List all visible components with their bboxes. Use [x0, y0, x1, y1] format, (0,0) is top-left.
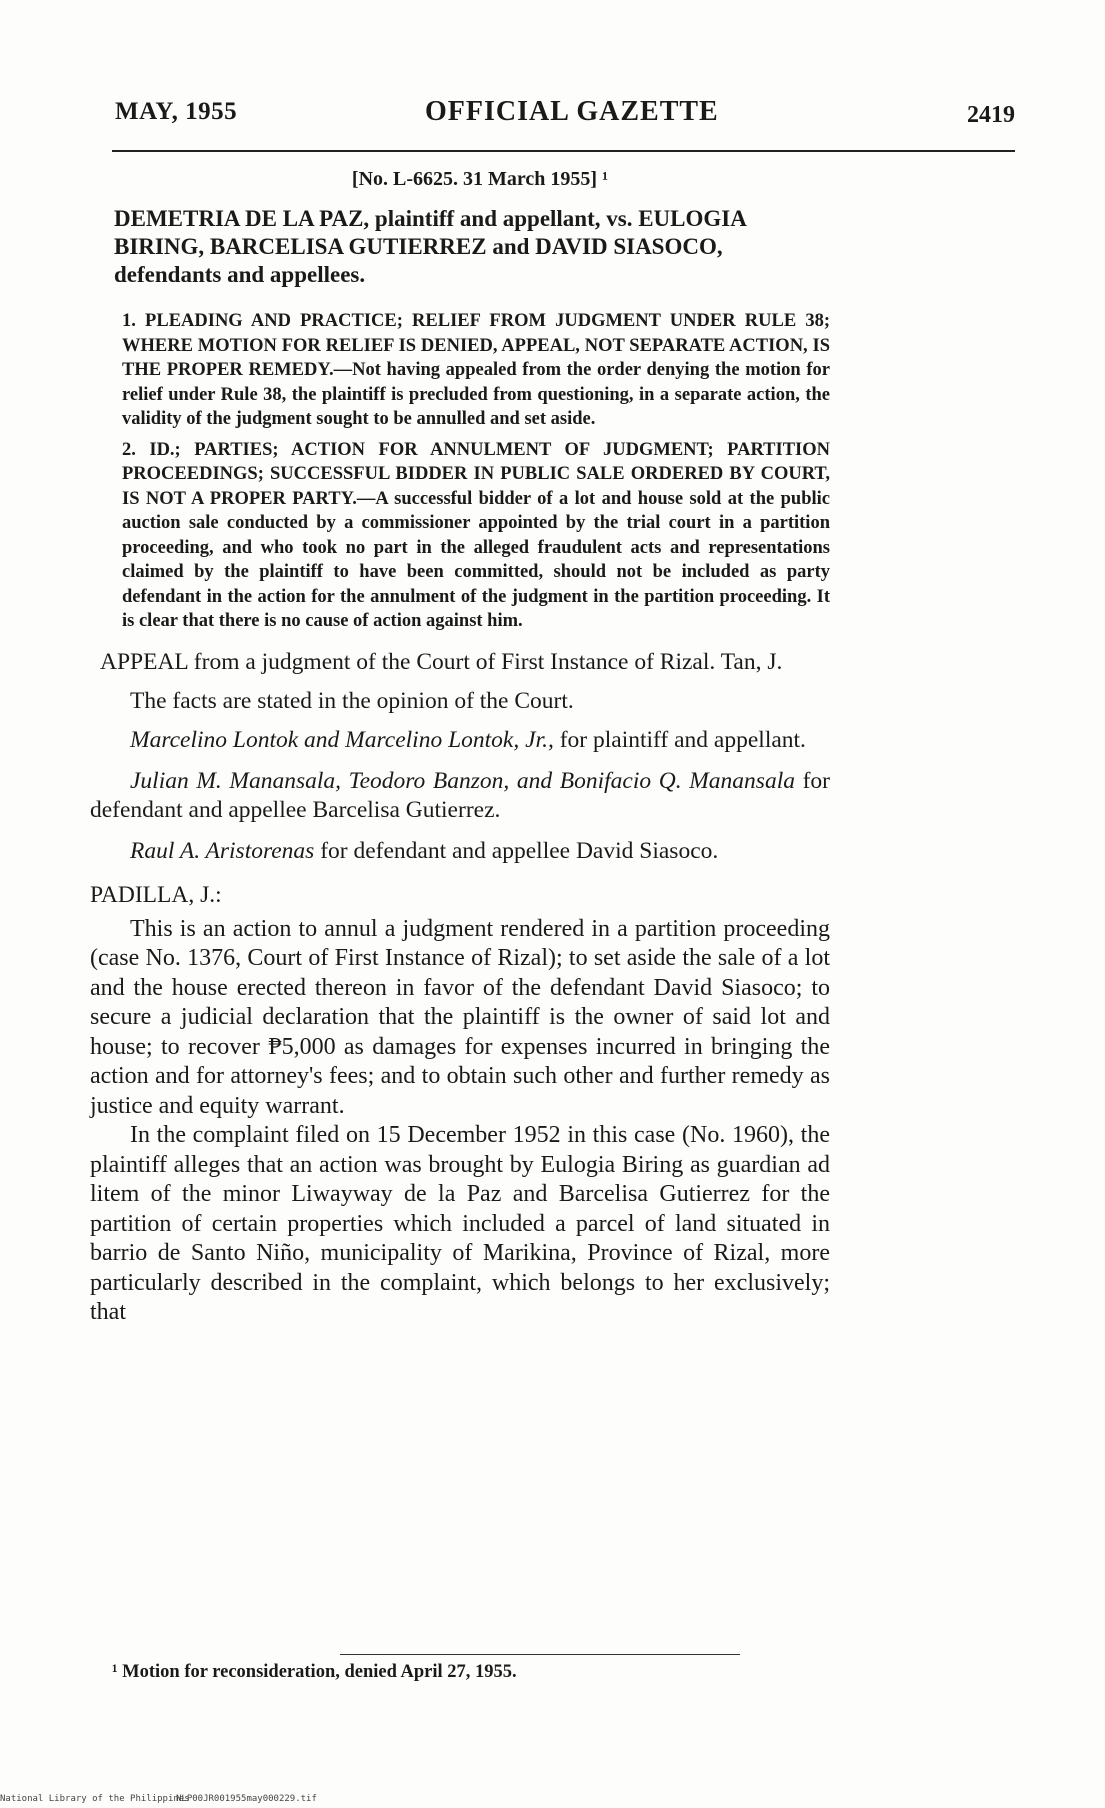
judge-name: PADILLA, J.: [90, 881, 222, 908]
case-parties: DEMETRIA DE LA PAZ, plaintiff and appellant, vs. EULOGIA BIRING, BARCELISA GUTIERREZ and DAVID SIASOCO, defendants and appellees. [114, 206, 746, 287]
counsel-role: for plaintiff and appellant. [553, 726, 806, 753]
facts-line: The facts are stated in the opinion of the Court. [130, 687, 574, 714]
counsel-names: Marcelino Lontok and Marcelino Lontok, Jr., [130, 726, 554, 753]
syllabus-heading: 2. ID.; PARTIES; ACTION FOR ANNULMENT OF JUDGMENT; PARTITION PROCEEDINGS; SUCCESSFUL BIDDER IN PUBLIC SALE ORDERED BY COURT, IS NOT A PROPER PARTY. [122, 439, 830, 509]
page-header [115, 98, 1015, 138]
opinion-paragraph: In the complaint filed on 15 December 1952 in this case (No. 1960), the plaintiff alleges that an action was brought by Eulogia Biring as guardian ad litem of the minor Liwayway de la Paz and Barcelisa Gutierrez for the partition of certain properties which included a parcel of land situated in barrio de Santo Niño, municipality of Marikina, Province of Rizal, more particularly described in the complaint, which belongs to her exclusively; that [90, 1122, 830, 1325]
counsel-names: Raul A. Aristorenas [130, 837, 315, 864]
scan-footer-file: NLP00JR001955may000229.tif [176, 1794, 317, 1804]
ponente [90, 882, 830, 909]
header-rule [112, 150, 1015, 152]
header-date: MAY, 1955 [115, 98, 238, 125]
syllabus-heading: 1. PLEADING AND PRACTICE; RELIEF FROM JUDGMENT UNDER RULE 38; WHERE MOTION FOR RELIEF IS DENIED, APPEAL, NOT SEPARATE ACTION, IS THE PROPER REMEDY. [122, 311, 830, 380]
document-body [90, 168, 830, 1328]
counsel-entry [90, 837, 830, 866]
header-publication: OFFICIAL GAZETTE [425, 96, 719, 127]
footnote-rule [340, 1654, 740, 1655]
counsel-role: for defendant and appellee Barcelisa Gutierrez. [90, 767, 830, 823]
header-page-number: 2419 [967, 102, 1015, 128]
opinion-paragraph: This is an action to annul a judgment rendered in a partition proceeding (case No. 1376, Court of First Instance of Rizal); to set aside the sale of a lot and the house erected thereon in favor of the defendant David Siasoco; to secure a judicial declaration that the plaintiff is the owner of said lot and house; to recover ₱5,000 as damages for expenses incurred in bringing the action and for attorney's fees; and to obtain such other and further remedy as justice and equity warrant. [90, 915, 830, 1119]
counsel-role: for defendant and appellee David Siasoco. [314, 837, 719, 864]
syllabus-text: —Not having appealed from the order denying the motion for relief under Rule 38, the plaintiff is precluded from questioning, in a separate action, the validity of the judgment sought to be annulled and set aside. [122, 360, 830, 429]
syllabus-item [122, 438, 830, 634]
footnote: ¹ Motion for reconsideration, denied April 27, 1955. [112, 1662, 517, 1682]
syllabus-item [122, 309, 830, 432]
syllabus-text: —A successful bidder of a lot and house sold at the public auction sale conducted by a commissioner appointed by the trial court in a partition proceeding, and who took no part in the alleged fraudulent acts and representations claimed by the plaintiff to have been committed, should not be included as party defendant in the action for the annulment of the judgment in the partition proceeding. It is clear that there is no cause of action against him. [122, 488, 830, 631]
case-number: [No. L-6625. 31 March 1955] ¹ [351, 168, 609, 190]
appeal-line: APPEAL from a judgment of the Court of First Instance of Rizal. Tan, J. [100, 648, 783, 675]
counsel-entry [90, 726, 830, 755]
scan-footer-library: National Library of the Philippines [0, 1794, 190, 1804]
counsel-entry [90, 767, 830, 825]
counsel-names: Julian M. Manansala, Teodoro Banzon, and Bonifacio Q. Manansala [130, 767, 795, 794]
